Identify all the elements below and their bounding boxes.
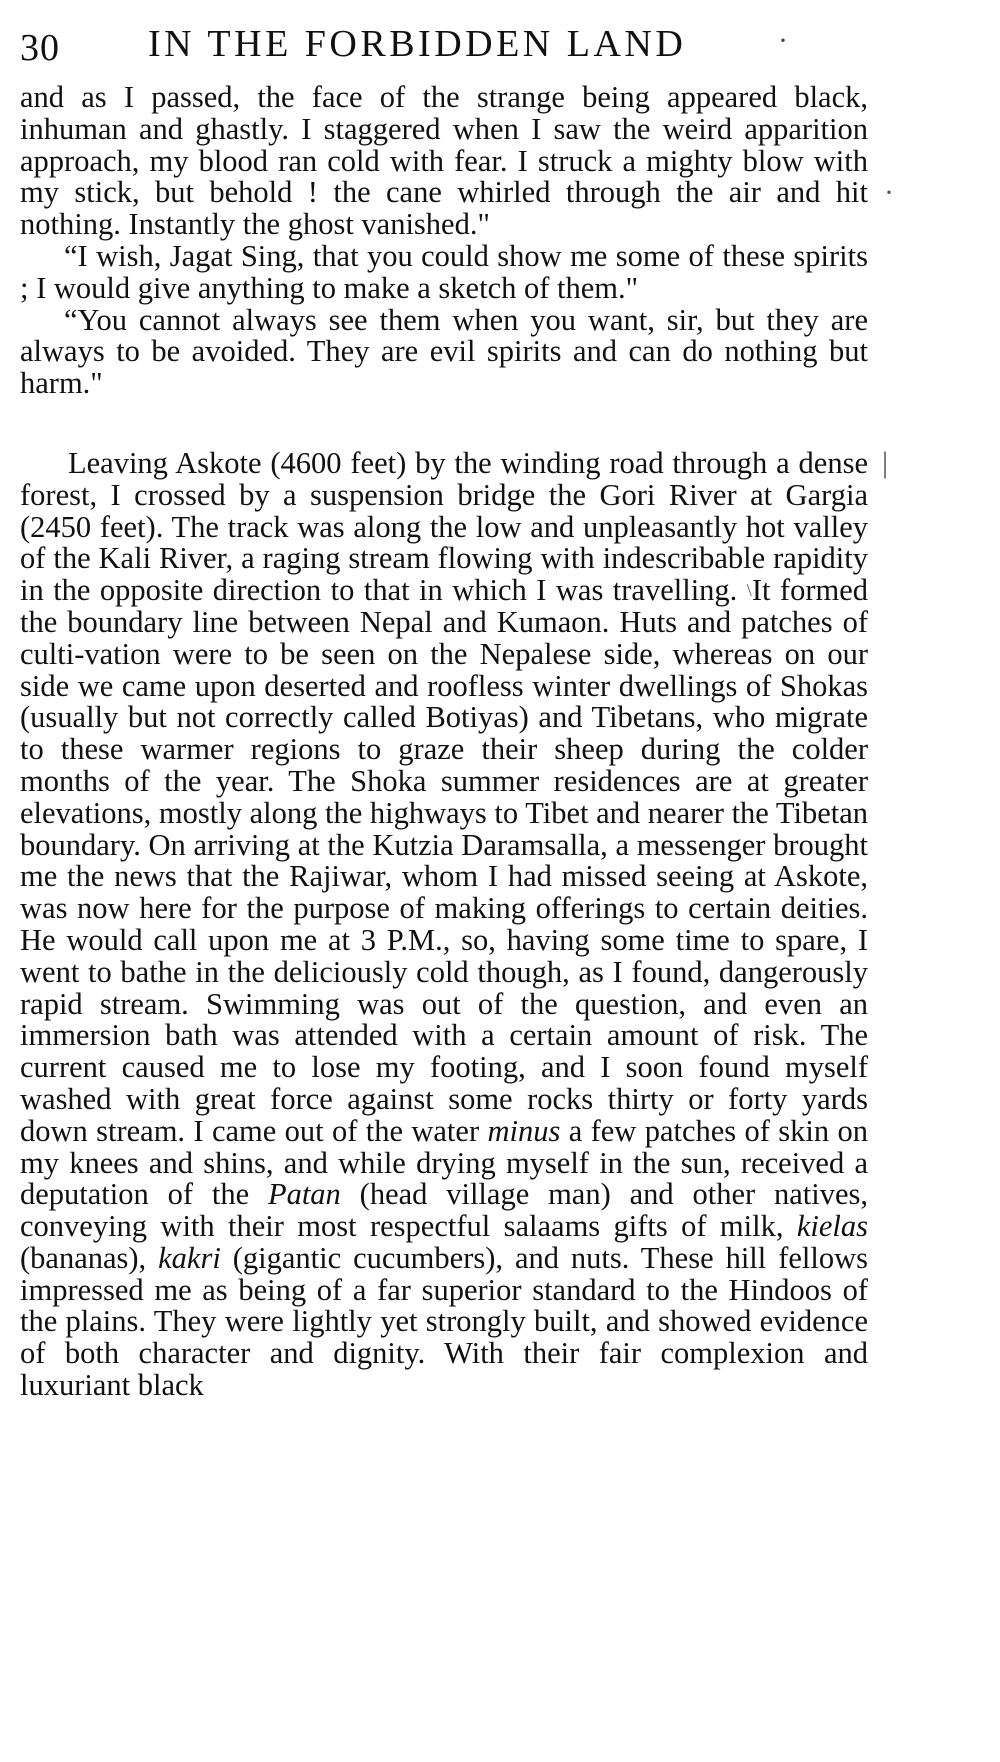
text-run: , so, having some time to spare, I went to bathe in the deliciously cold though, as I found, dangerously rapid stream. Swimming was out of the question, and even an immersion bath was attended with a certain amount of risk. The current caused me to lose my footing, and I soon found myself washed with great force against some rocks thirty or forty yards down stream. I came out of the water xyxy=(20,922,869,1148)
stray-mark: · xyxy=(778,24,788,57)
italic-word: kielas xyxy=(796,1209,868,1244)
page-number: 30 xyxy=(20,27,60,69)
text-run: (bananas), xyxy=(20,1240,159,1275)
text-run: It formed the boundary line between Nepal and Kumaon. Huts and patches of culti-vation were to be seen on the Nepalese side, whereas on our side we came upon deserted and roofless winter dwellings of Shokas (usually but not correctly called Botiyas) and Tibetans, who migrate to these warmer regions to graze their sheep during the colder months of the year. The Shoka summer residences are at greater elevations, mostly along the highways to Tibet and nearer the Tibetan boundary. On arriving at the Kutzia Daramsalla, a messenger brought me the news that the Rajiwar, whom I had missed seeing at Askote, was now here for the purpose of making offerings to certain deities. He would call upon me at 3 xyxy=(20,573,868,957)
running-title: IN THE FORBIDDEN LAND xyxy=(148,23,687,65)
text-run: (gigantic cucumbers), and nuts. These hill fellows impressed me as being of a far superior standard to the Hindoos of the plains. They were lightly yet strongly built, and showed evidence of both character and dignity. With their fair complexion and luxuriant black xyxy=(20,1240,868,1403)
paragraph-dialogue-2: “You cannot always see them when you want, sir, but they are always to be avoided. They are evil spirits and can do nothing but harm." xyxy=(20,302,868,401)
text-run: a few patches of skin on my knees and shins, and while drying myself in the sun, received a deputation of the xyxy=(20,1113,868,1212)
italic-word: kakri xyxy=(158,1240,221,1275)
paragraph-continued: and as I passed, the face of the strange being appeared black, inhuman and ghastly. I staggered when I saw the weird apparition approach, my blood ran cold with fear. I struck a mighty blow with my stick, but behold ! the cane whirled through the air and hit nothing. Instantly the ghost vanished." xyxy=(20,80,868,242)
body-text xyxy=(20,82,868,1402)
italic-word: minus xyxy=(487,1113,561,1148)
paragraph-dialogue-1: “I wish, Jagat Sing, that you could show me some of these spirits ; I would give anything to make a sketch of them." xyxy=(20,238,868,305)
margin-mark: · xyxy=(884,176,894,209)
running-head xyxy=(20,22,880,72)
paragraph-askote xyxy=(20,445,869,1403)
printer-mark: \ xyxy=(746,580,752,601)
time-abbreviation: P.M. xyxy=(386,922,443,957)
text-run: (head village man) and other natives, conveying with their most respectful salaams gifts of milk, xyxy=(20,1177,868,1244)
text-run: Leaving Askote (4600 feet) by the winding road through a dense forest, I crossed by a suspension bridge the Gori River at Gargia (2450 feet). The track was along the low and unpleasantly hot valley of the Kali River, a raging stream flowing with indescribable rapidity in the opposite direction to that in which I was travelling. xyxy=(20,445,868,608)
margin-mark: | xyxy=(882,446,889,479)
italic-word: Patan xyxy=(267,1177,341,1212)
